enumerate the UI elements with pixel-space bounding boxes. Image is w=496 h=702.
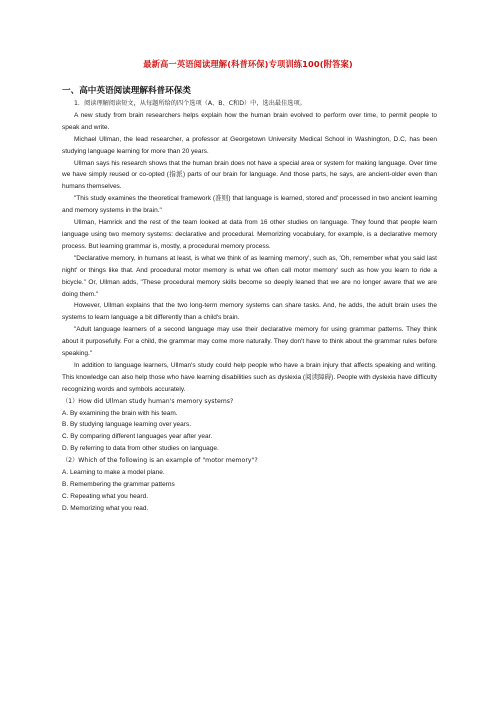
paragraph: In addition to language learners, Ullman's study could help people who have a brain injury that affects speaking and writing. This knowledge can also help those who have learning disabilities such as dyslexia (阅读障碍). People with dyslexia have difficulty recognizing words and symbols accurately. — [62, 361, 437, 393]
question-option: C. Repeating what you heard. — [62, 492, 148, 500]
question-option: B. Remembering the grammar patterns — [62, 481, 175, 488]
paragraph: "This study examines the theoretical framework (准则) that language is learned, stored and' processed in two ancient learning and memory systems in the brain." — [62, 195, 437, 215]
paragraph: Ullman, Hamrick and the rest of the team looked at data from 16 other studies on language. They found that people learn language using two memory systems: declarative and procedural. Memorizing vocabulary, for example, is a declarative memory process. But learning grammar is, mostly, a procedural memory process. — [62, 219, 437, 250]
question-option: D. By referring to data from other studies on language. — [62, 445, 219, 453]
document-body — [62, 98, 437, 515]
paragraph: A new study from brain researchers helps explain how the human brain evolved to perform over time, to permit people to speak and write. — [62, 111, 437, 131]
question-option: A. By examining the brain with his team. — [62, 409, 178, 417]
section-heading: 一、高中英语阅读理解科普环保类 — [62, 86, 191, 96]
document-title: 最新高一英语阅读理解(科普环保)专项训练100(附答案) — [143, 59, 353, 69]
paragraph: "Adult language learners of a second language may use their declarative memory for using grammar patterns. They think about it purposefully. For a child, the grammar may come more naturally. They don't have to think about the grammar rules before speaking." — [62, 326, 437, 358]
paragraph: However, Ullman explains that the two long-term memory systems can share tasks. And, he adds, the adult brain uses the systems to learn language a bit differently than a child's brain. — [62, 302, 437, 322]
question-option: A. Learning to make a model plane. — [62, 469, 165, 477]
question-stem: （2）Which of the following is an example of "motor memory"? — [62, 457, 258, 465]
question-option: C. By comparing different languages year after year. — [62, 433, 213, 441]
question-option: D. Memorizing what you read. — [62, 504, 149, 512]
paragraph: "Declarative memory, in humans at least, is what we think of as learning memory', such as, 'Oh, remember what you said last night' or things like that. And procedural motor memory is what we often call motor memory' such as how you learn to ride a bicycle." Or, Ullman adds, "These procedural memory skills become so deeply leaned that we are no longer aware that we are doing them." — [62, 254, 437, 298]
question-stem: （1）How did Ullman study human's memory systems? — [62, 397, 234, 405]
paragraph: Michael Ullman, the lead researcher, a professor at Georgetown University Medical School in Washington, D.C, has been studying language learning for more than 20 years. — [62, 135, 437, 155]
question-option: B. By studying language learning over years. — [62, 421, 191, 429]
instruction-text: 1．阅读理解阅读短文，从每题所给的四个选项（A、B、C和D）中，选出最佳选项。 — [74, 100, 306, 107]
paragraph: Ullman says his research shows that the human brain does not have a special area or system for making language. Over time we have simply reused or co-opted (指派) parts of our brain for language. And those parts, he says, are ancient-older even than humans themselves. — [62, 159, 437, 191]
